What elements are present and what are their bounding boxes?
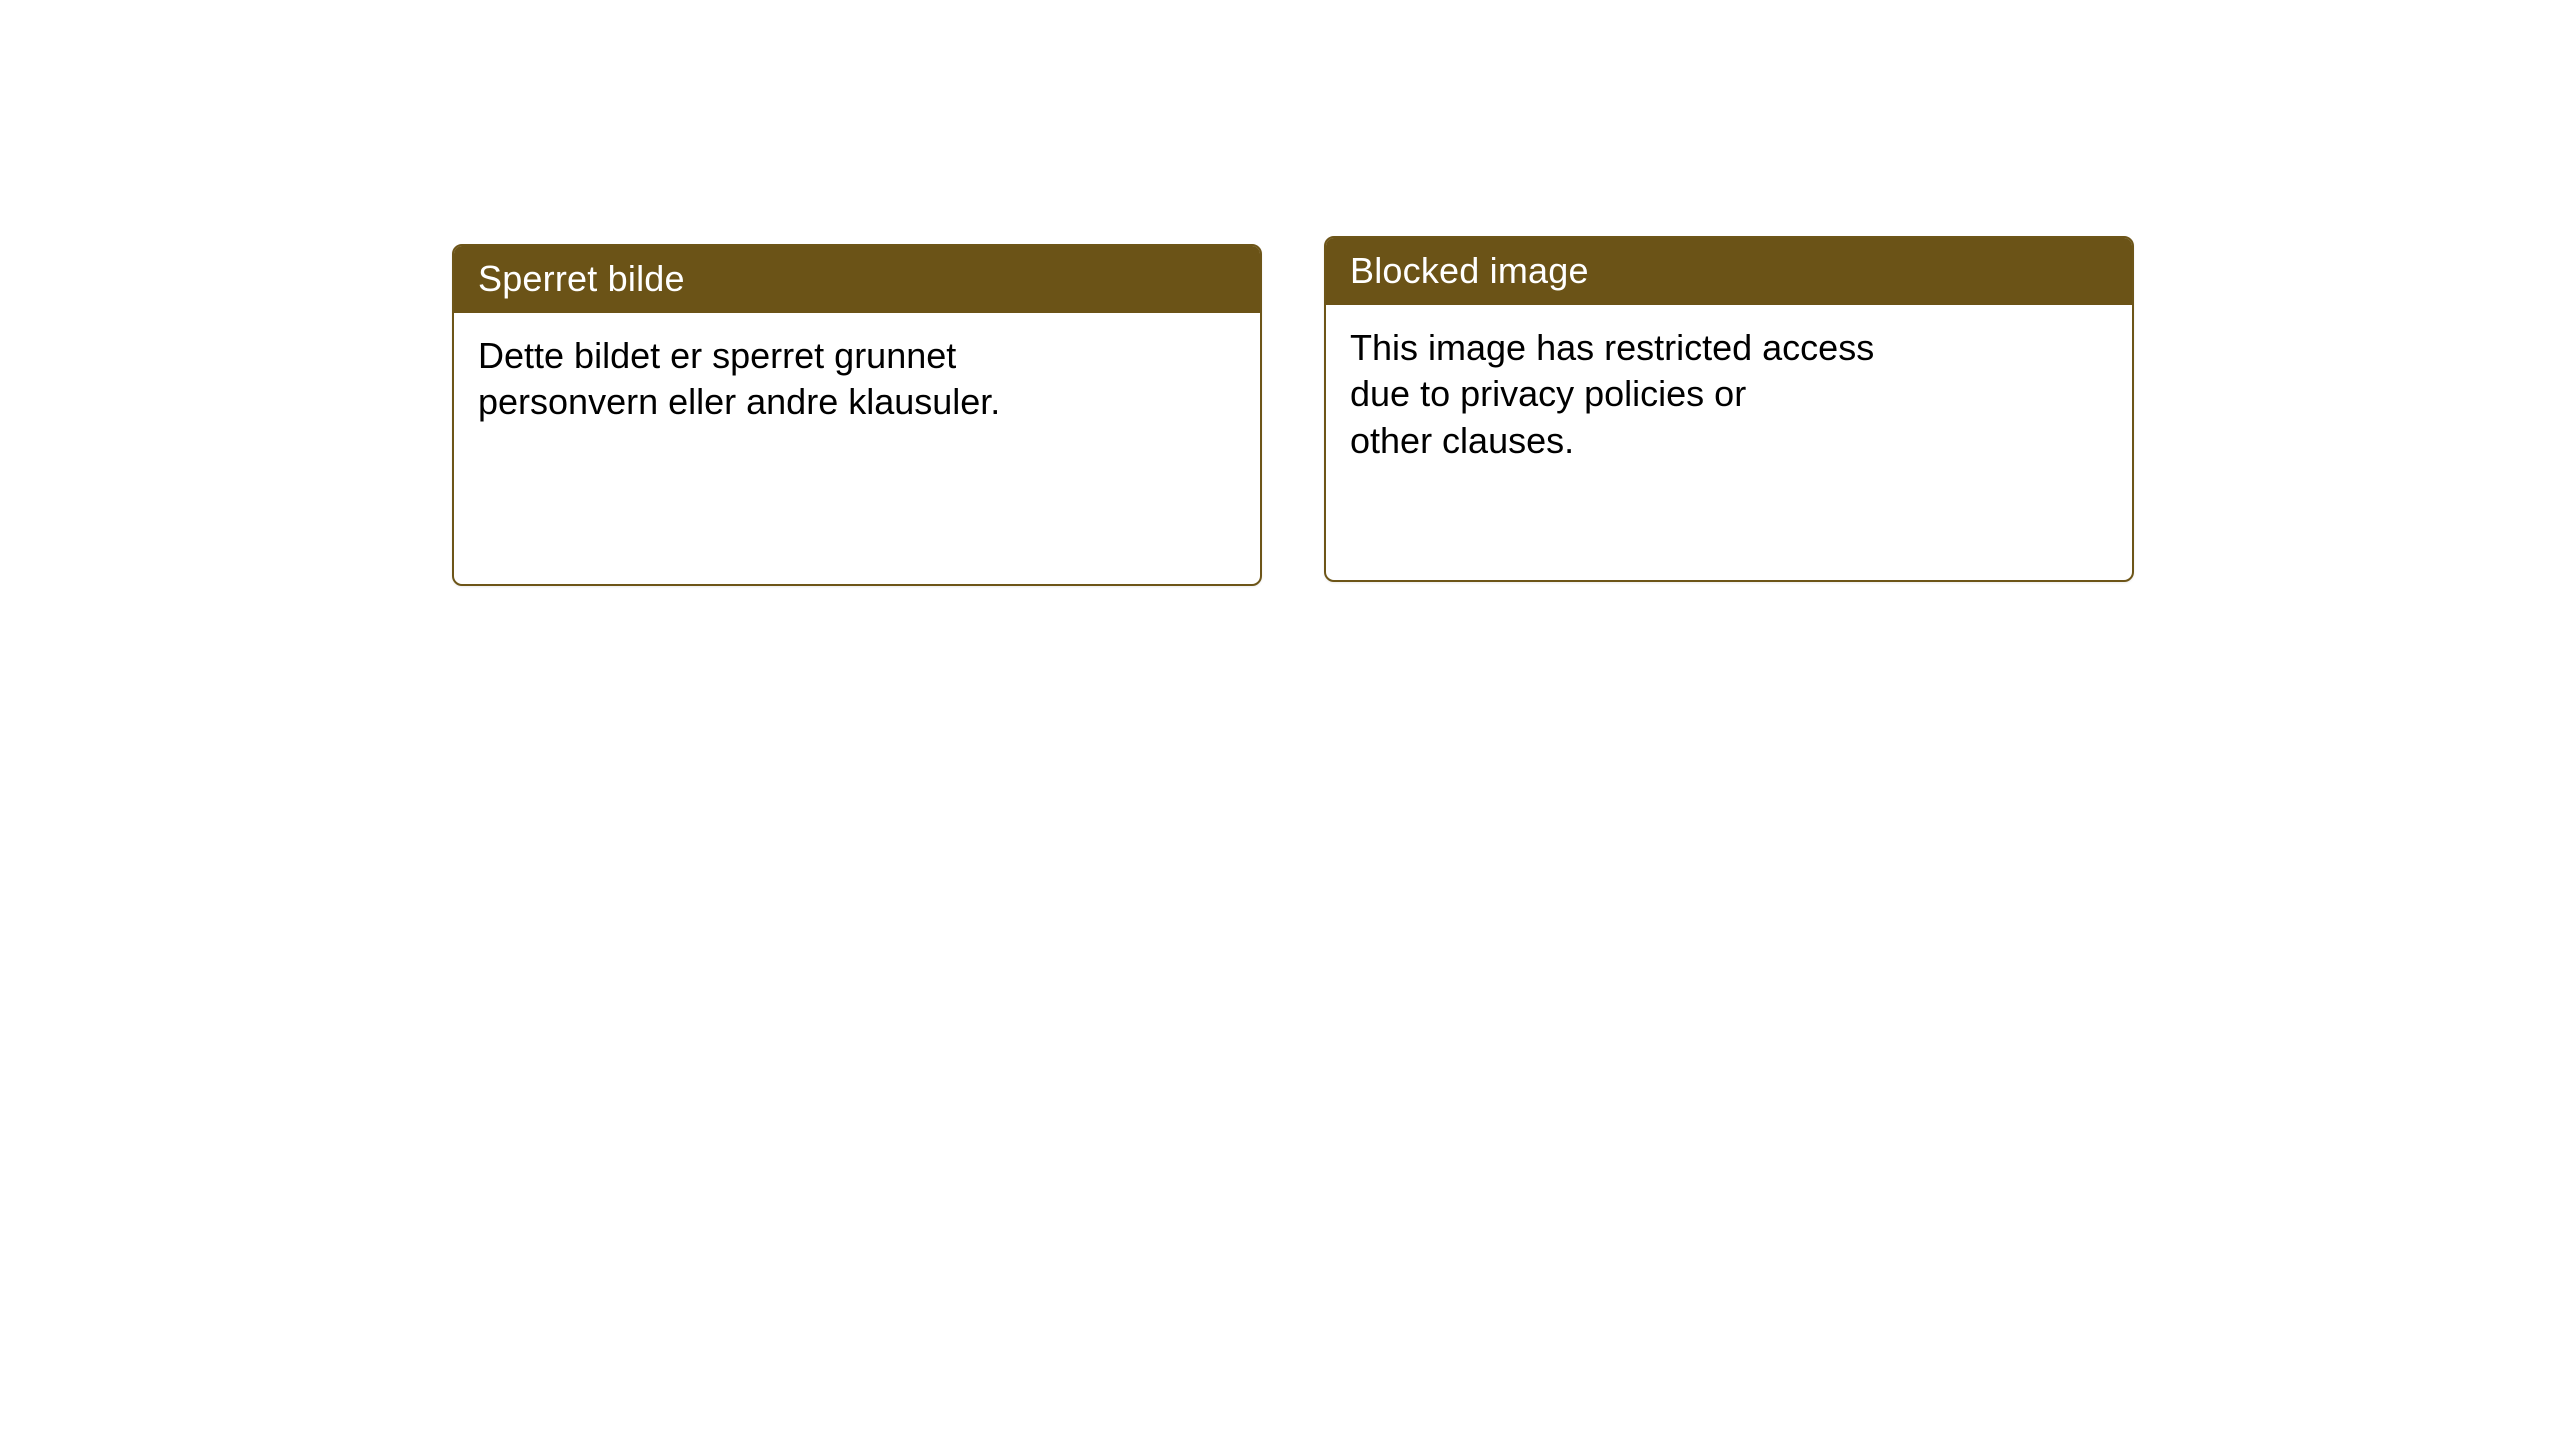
notice-title-norwegian: Sperret bilde [454,246,1260,313]
notice-body-line: personvern eller andre klausuler. [478,381,1001,423]
notice-body-line: Dette bildet er sperret grunnet [478,335,957,377]
notice-body-line: due to privacy policies or [1350,373,1747,415]
notice-body-line: This image has restricted access [1350,327,1875,369]
blocked-image-notice-norwegian [452,244,1262,586]
notice-body-english [1326,305,2132,487]
notice-body-norwegian [454,313,1260,449]
notice-body-line: other clauses. [1350,419,1575,461]
blocked-image-notice-english [1324,236,2134,582]
notice-title-english: Blocked image [1326,238,2132,305]
